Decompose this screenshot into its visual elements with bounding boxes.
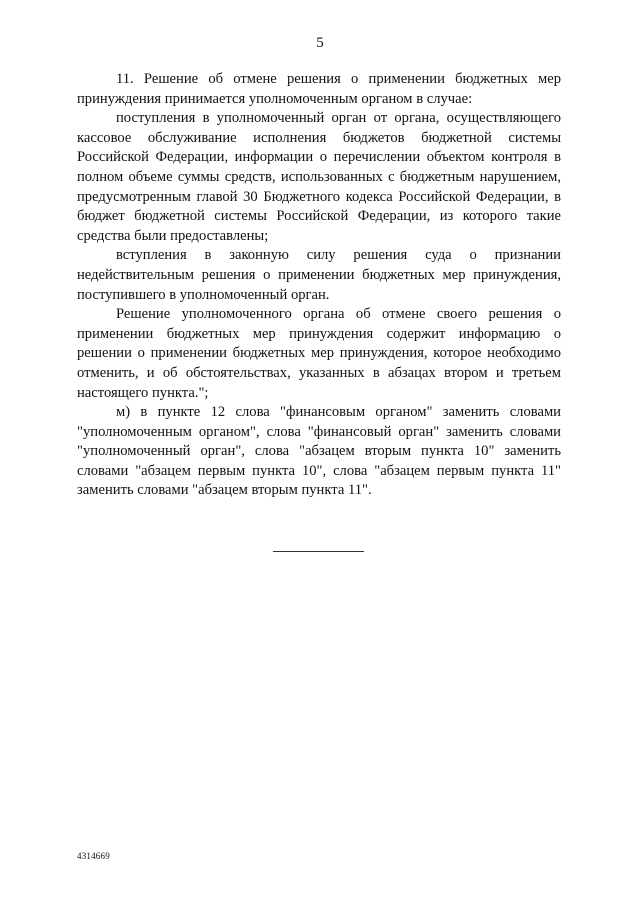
document-id: 4314669: [77, 851, 110, 861]
paragraph-clause-11: 11. Решение об отмене решения о применении бюджетных мер принуждения принимается уполномоченным органом в случае:: [77, 71, 561, 107]
page-number: 5: [316, 35, 324, 51]
paragraph-court-decision: вступления в законную силу решения суда о признании недействительным решения о применении бюджетных мер принуждения, поступившего в уполномоченный орган.: [77, 247, 561, 303]
paragraph-item-m: м) в пункте 12 слова "финансовым органом" заменить словами "уполномоченным органом", слова "финансовый орган" заменить словами "уполномоченный орган", слова "абзацем вторым пункта 10" заменить словами "абзацем первым пункта 10", слова "абзацем первым пункта 11" заменить словами "абзацем вторым пункта 11".: [77, 404, 561, 499]
closing-rule-divider: [273, 551, 364, 552]
document-body: [77, 70, 561, 501]
paragraph-decision-content: Решение уполномоченного органа об отмене своего решения о применении бюджетных мер принуждения содержит информацию о решении о применении бюджетных мер принуждения, которое необходимо отменить, и об обстоятельствах, указанных в абзацах втором и третьем настоящего пункта.";: [77, 306, 561, 401]
paragraph-funds-receipt: поступления в уполномоченный орган от органа, осуществляющего кассовое обслуживание исполнения бюджетов бюджетной системы Российской Федерации, информации о перечислении объектом контроля в полном объеме суммы средств, использованных с бюджетным нарушением, предусмотренным главой 30 Бюджетного кодекса Российской Федерации, в бюджет бюджетной системы Российской Федерации, из которого такие средства были предоставлены;: [77, 110, 561, 244]
